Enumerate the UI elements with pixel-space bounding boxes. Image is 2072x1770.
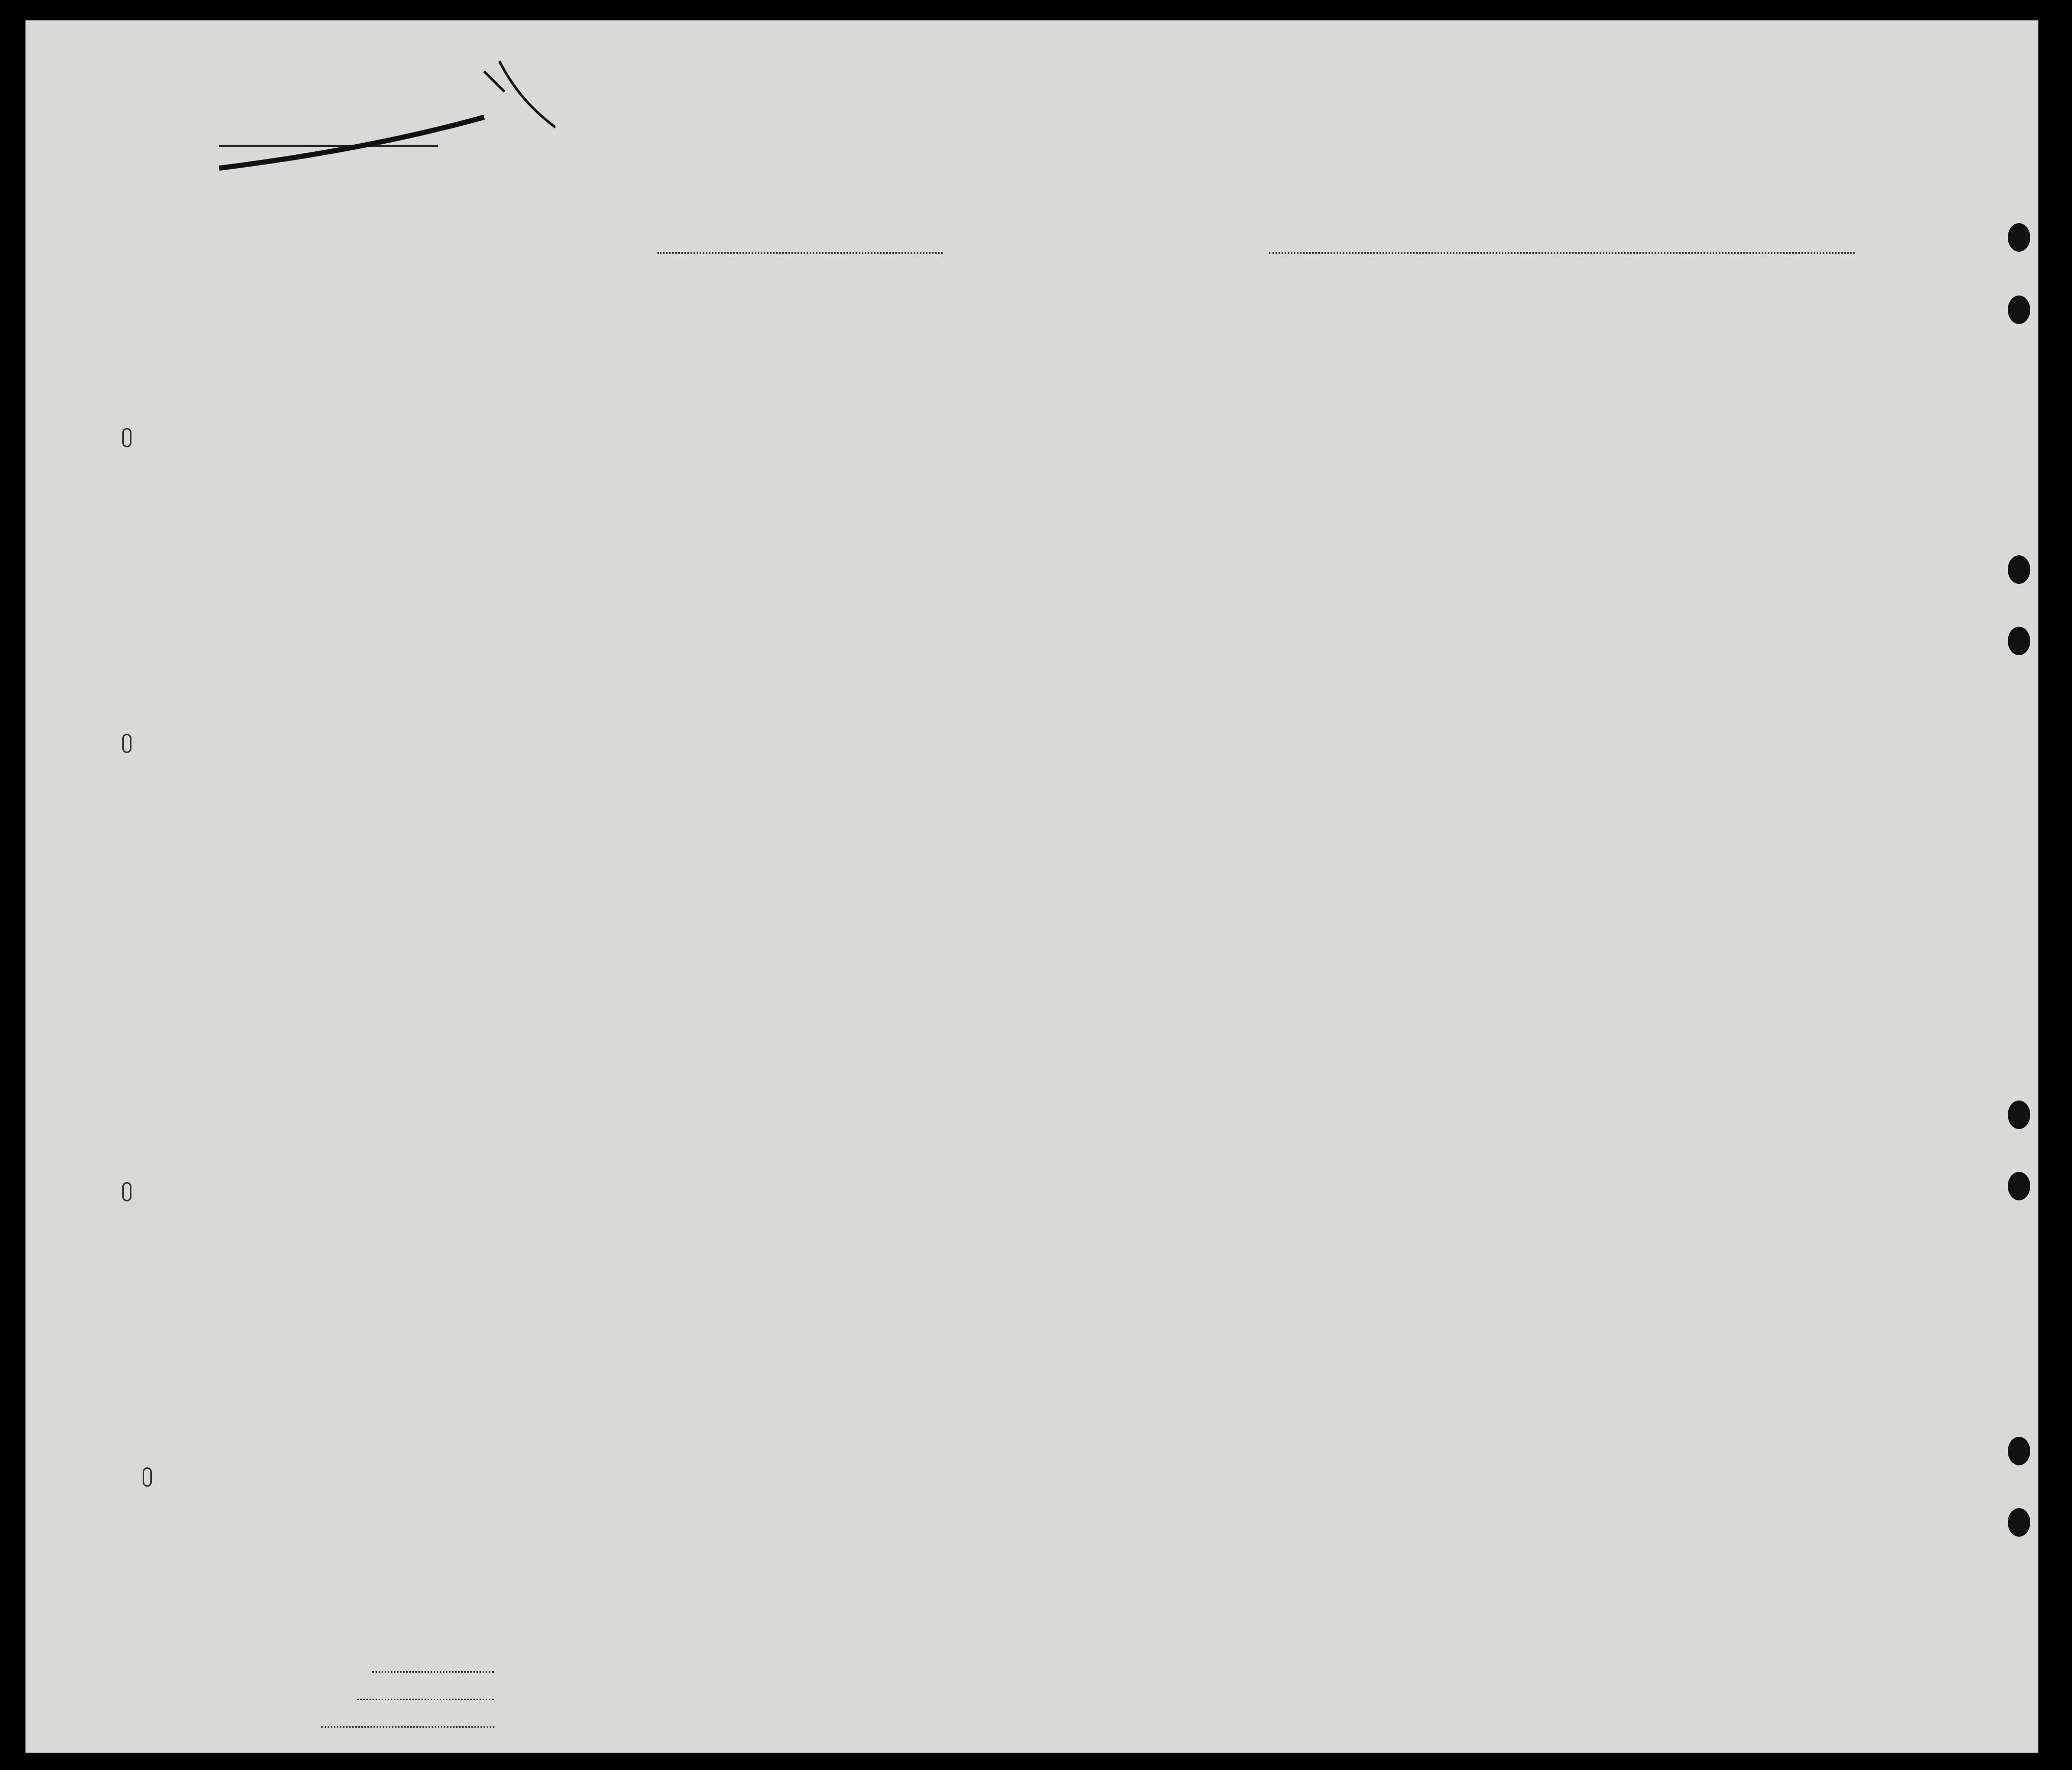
punch-hole bbox=[2008, 1437, 2030, 1465]
hdr-married bbox=[659, 357, 691, 428]
punch-hole bbox=[2008, 223, 2030, 252]
punch-hole bbox=[2008, 555, 2030, 584]
punch-hole bbox=[2008, 1508, 2030, 1537]
ship-name-line bbox=[657, 252, 943, 254]
list-strike-mark bbox=[199, 41, 555, 194]
aliens-line bbox=[321, 1726, 494, 1728]
punch-hole bbox=[2008, 1101, 2030, 1129]
not-counted-stamp bbox=[143, 1467, 152, 1487]
manifest-table bbox=[102, 270, 1998, 1635]
not-counted-stamp bbox=[122, 428, 131, 447]
punch-hole bbox=[2008, 296, 2030, 324]
not-counted-stamp bbox=[122, 1182, 131, 1201]
us-citizens-line bbox=[357, 1699, 494, 1700]
sailing-line bbox=[1269, 252, 1855, 254]
total-passengers-line bbox=[372, 1671, 494, 1673]
punch-hole bbox=[2008, 627, 2030, 655]
punch-hole bbox=[2008, 1172, 2030, 1200]
manifest-sheet bbox=[25, 20, 2038, 1753]
not-counted-stamp bbox=[122, 734, 131, 753]
table-grid-lines bbox=[102, 270, 1998, 1635]
